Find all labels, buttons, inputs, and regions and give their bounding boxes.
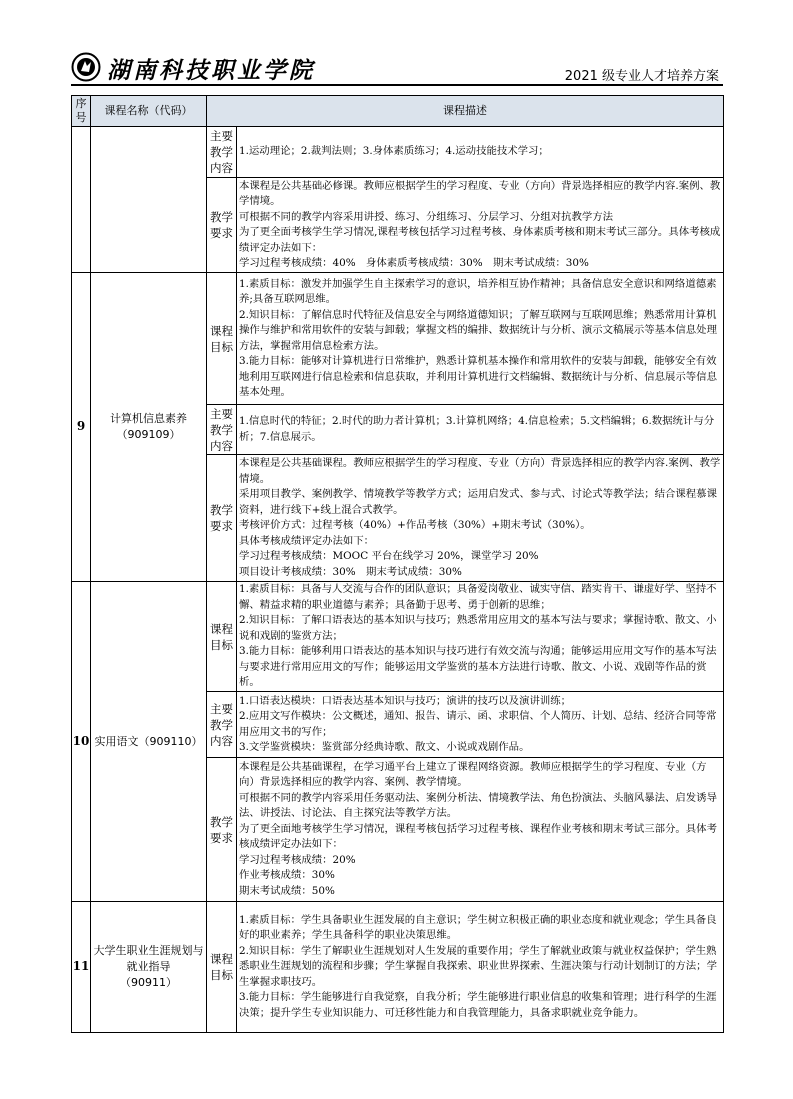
header-index: 序号 [72, 96, 91, 127]
requirement-cell [237, 758, 724, 902]
desc-line: 学习过程考核成绩：MOOC 平台在线学习 20%，课堂学习 20% [239, 550, 539, 562]
document-title: 2021 级专业人才培养方案 [564, 69, 719, 84]
label-objective: 课程目标 [207, 273, 237, 405]
desc-line: 本课程是公共基础课程。教师应根据学生的学习程度、专业（方向）背景选择相应的教学内容.案例、教学情境。 [239, 457, 721, 485]
desc-line: 学习过程考核成绩：40% 身体素质考核成绩：30% 期末考试成绩：30% [239, 257, 589, 269]
desc-line: 考核评价方式：过程考核（40%）+作品考核（30%）+期末考试（30%）。 [239, 519, 591, 531]
label-requirement: 教学要求 [207, 758, 237, 902]
label-content: 主要教学内容 [207, 692, 237, 758]
desc-line: 1.口语表达模块：口语表达基本知识与技巧；演讲的技巧以及演讲训练； [239, 694, 572, 707]
desc-line: 3.能力目标：学生能够进行自我觉察，自我分析；学生能够进行职业信息的收集和管理；进行科学的生涯决策；提升学生专业知识能力、可迁移性能力和自我管理能力，具备求职就业竞争能力。 [239, 991, 717, 1019]
course-name-cell [91, 273, 207, 582]
label-objective: 课程目标 [207, 582, 237, 692]
table-row [72, 582, 724, 692]
objective-cell [237, 582, 724, 692]
course-name: 计算机信息素养 [110, 412, 187, 425]
desc-line: 具体考核成绩评定办法如下： [239, 534, 375, 547]
course-table [71, 95, 724, 1033]
header-rule [71, 84, 723, 86]
requirement-cell [237, 455, 724, 582]
objective-cell [237, 273, 724, 405]
header-course-name: 课程名称（代码） [91, 96, 207, 127]
table-row [72, 127, 724, 178]
desc-line: 3.文学鉴赏模块：鉴赏部分经典诗歌、散文、小说或戏剧作品。 [239, 741, 530, 753]
label-requirement: 教学要求 [207, 455, 237, 582]
row-number: 11 [72, 902, 91, 1033]
desc-line: 3.能力目标：能够利用口语表达的基本知识与技巧进行有效交流与沟通；能够运用应用文写作的基本写法与要求进行常用应用文的写作；能够运用文学鉴赏的基本方法进行诗歌、散文、小说、戏剧等作品的赏析。 [239, 645, 717, 689]
desc-line: 3.能力目标：能够对计算机进行日常维护，熟悉计算机基本操作和常用软件的安装与卸载，能够安全有效地利用互联网进行信息检索和信息获取，并利用计算机进行文档编辑、数据统计与分析、信息展示等信息基本处理。 [239, 355, 717, 398]
desc-line: 采用项目教学、案例教学、情境教学等教学方式；运用启发式、参与式、讨论式等教学法；结合课程慕课资料，进行线下+线上混合式教学。 [239, 488, 717, 516]
label-objective: 课程目标 [207, 902, 237, 1033]
table-row [72, 273, 724, 405]
desc-line: 可根据不同的教学内容采用任务驱动法、案例分析法、情境教学法、角色扮演法、头脑风暴法、启发诱导法、讲授法、讨论法、自主探究法等教学方法。 [239, 791, 717, 820]
desc-line: 本课程是公共基础课程，在学习通平台上建立了课程网络资源。教师应根据学生的学习程度、专业（方向）背景选择相应的教学内容、案例、教学情境。 [239, 760, 707, 789]
course-name-cell [91, 127, 207, 273]
desc-line: 本课程是公共基础必修课。教师应根据学生的学习程度、专业（方向）背景选择相应的教学内容.案例、教学情境。 [239, 179, 721, 207]
school-name: 湖南科技职业学院 [107, 57, 315, 84]
page-header [71, 50, 723, 90]
table-header-row [72, 96, 724, 127]
row-number-cell [72, 127, 91, 273]
course-code: （909109） [116, 428, 181, 441]
desc-line: 2.知识目标：了解信息时代特征及信息安全与网络道德知识；了解互联网与互联网思维；熟悉常用计算机操作与维护和常用软件的安装与卸载；掌握文档的编排、数据统计与分析、演示文稿展示等基本信息处理方法，掌握常用信息检索方法。 [239, 308, 717, 352]
row-number: 10 [72, 582, 91, 902]
desc-line: 项目设计考核成绩：30% 期末考试成绩：30% [239, 565, 462, 578]
desc-line: 1.信息时代的特征；2.时代的助力者计算机；3.计算机网络；4.信息检索；5.文档编辑；6.数据统计与分析；7.信息展示。 [239, 415, 715, 443]
label-content: 主要教学内容 [207, 405, 237, 455]
desc-line: 2.应用文写作模块：公文概述，通知、报告、请示、函、求职信、个人简历、计划、总结、经济合同等常用应用文书的写作； [239, 710, 717, 738]
course-name-cell [91, 902, 207, 1033]
content-cell [237, 692, 724, 758]
desc-line: 1.素质目标：学生具备职业生涯发展的自主意识；学生树立积极正确的职业态度和就业观念；学生具备良好的职业素养；学生具备科学的职业决策思维。 [239, 913, 717, 942]
desc-line: 1.素质目标：激发并加强学生自主探索学习的意识，培养相互协作精神；具备信息安全意识和网络道德素养;具备互联网思维。 [239, 277, 717, 305]
label-requirement: 教学要求 [207, 178, 237, 273]
requirement-cell [237, 178, 724, 273]
desc-line: 可根据不同的教学内容采用讲授、练习、分组练习、分层学习、分组对抗教学方法 [239, 210, 614, 223]
course-code: （90911） [120, 976, 177, 989]
desc-line: 为了更全面考核学生学习情况,课程考核包括学习过程考核、身体素质考核和期末考试三部分。具体考核成绩评定办法如下： [239, 226, 721, 254]
desc-line: 学习过程考核成绩：20% [239, 853, 356, 866]
objective-cell [237, 902, 724, 1033]
desc-line: 2.知识目标：了解口语表达的基本知识与技巧；熟悉常用应用文的基本写法与要求；掌握诗歌、散文、小说和戏剧的鉴赏方法； [239, 614, 717, 642]
course-name: 大学生职业生涯规划与就业指导 [93, 944, 204, 973]
content-cell [237, 405, 724, 455]
desc-line: 为了更全面地考核学生学习情况，课程考核包括学习过程考核、课程作业考核和期末考试三部分。具体考核成绩评定办法如下： [239, 822, 717, 851]
table-row [72, 902, 724, 1033]
school-logo-icon [71, 52, 101, 82]
label-content: 主要教学内容 [207, 127, 237, 178]
content-cell [237, 127, 724, 178]
desc-line: 期末考试成绩：50% [239, 884, 335, 897]
course-name: 实用语文（909110） [91, 582, 207, 902]
header-description: 课程描述 [207, 96, 724, 127]
desc-line: 作业考核成绩：30% [239, 869, 335, 882]
desc-line: 2.知识目标：学生了解职业生涯规划对人生发展的重要作用；学生了解就业政策与就业权益保护；学生熟悉职业生涯规划的流程和步骤；学生掌握自我探索、职业世界探索、生涯决策与行动计划制订的方法；学生掌握求职技巧。 [239, 944, 717, 988]
row-number: 9 [72, 273, 91, 582]
desc-line: 1.素质目标：具备与人交流与合作的团队意识；具备爱岗敬业、诚实守信、踏实肯干、谦虚好学、坚持不懈、精益求精的职业道德与素养；具备勤于思考、勇于创新的思维； [239, 583, 717, 611]
desc-line: 1.运动理论；2.裁判法则；3.身体素质练习；4.运动技能技术学习； [239, 145, 549, 158]
